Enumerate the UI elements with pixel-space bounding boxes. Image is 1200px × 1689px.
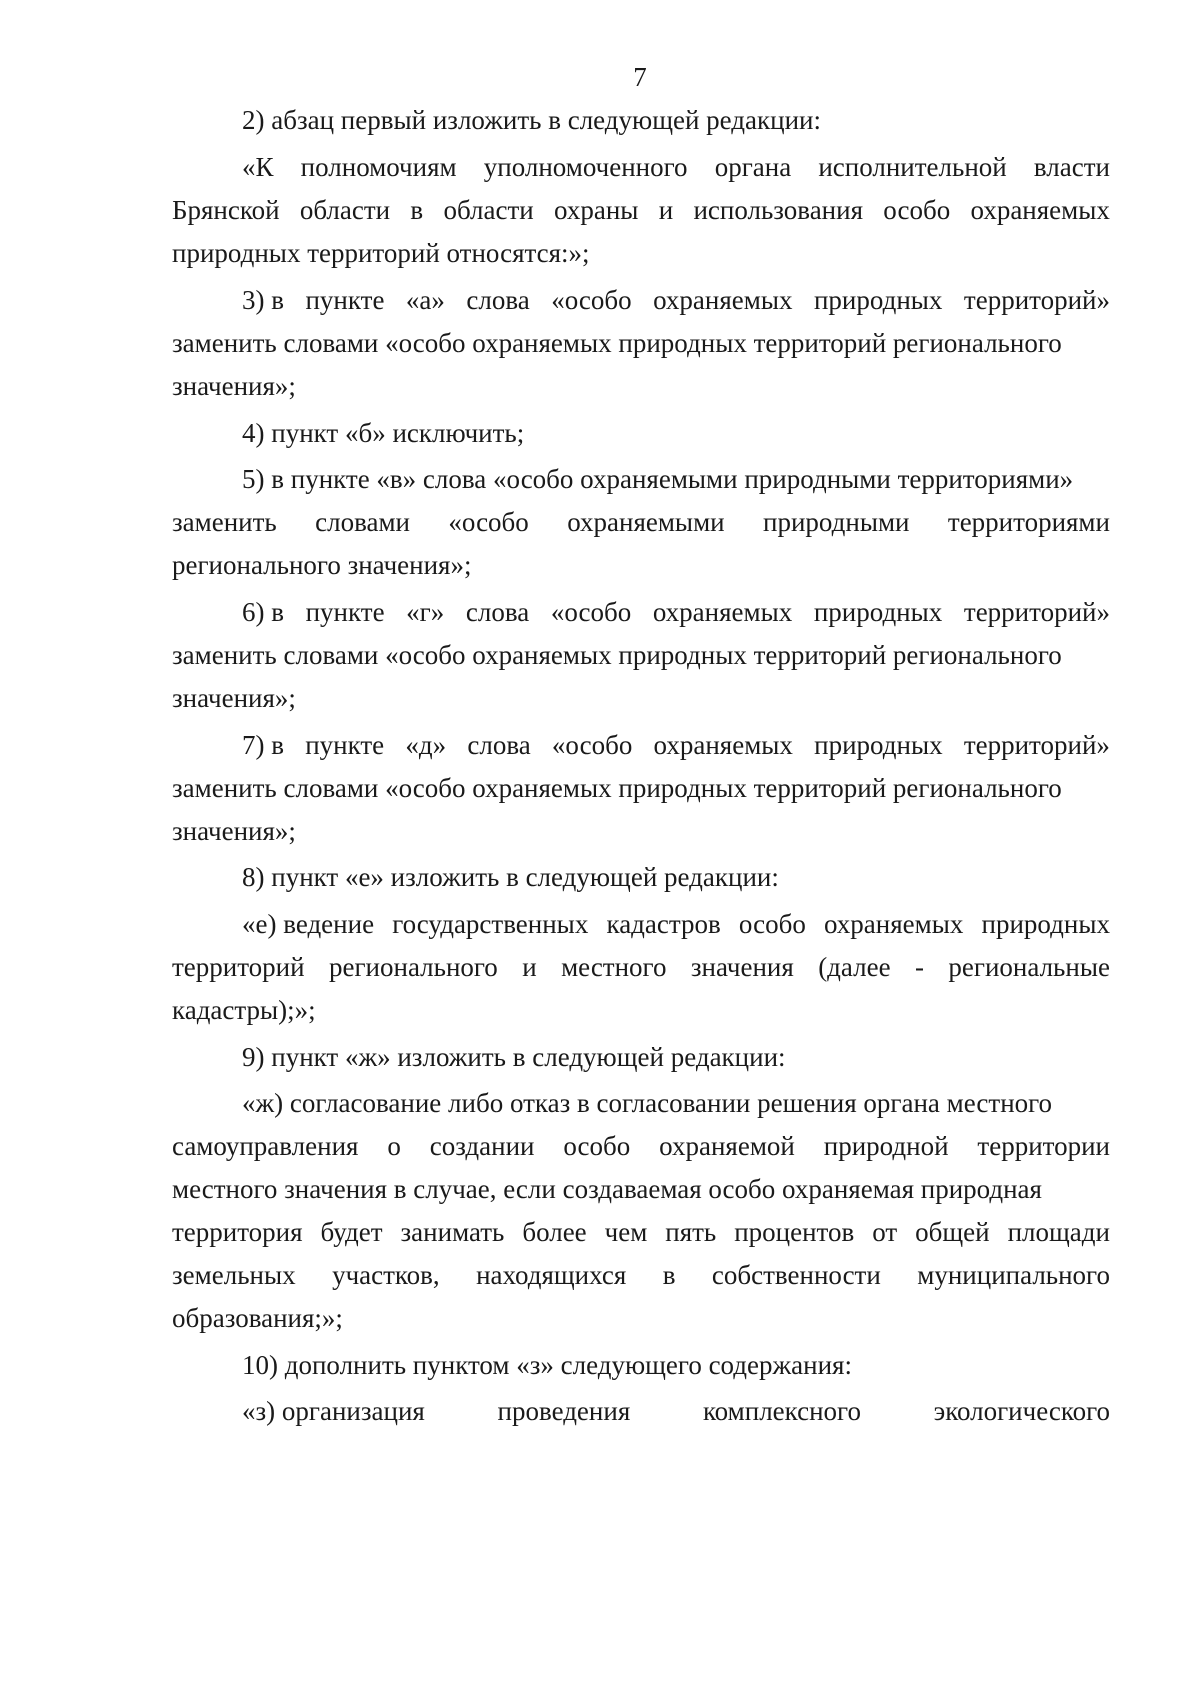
word: особо	[563, 1131, 631, 1161]
word: занимать	[400, 1217, 505, 1247]
word: кадастров	[606, 909, 721, 939]
word: 3) в	[242, 285, 284, 315]
word: территория	[172, 1217, 303, 1247]
word: области	[443, 195, 534, 225]
word: природных	[814, 730, 943, 760]
word: территорий»	[963, 730, 1110, 760]
word: в	[662, 1260, 676, 1290]
word: уполномоченного	[483, 152, 688, 182]
word: Брянской	[172, 195, 280, 225]
paragraph-line: 10) дополнить пунктом «з» следующего содержания:	[242, 1350, 852, 1380]
paragraph-line	[242, 1394, 1110, 1428]
word: самоуправления	[172, 1131, 359, 1161]
paragraph-line	[242, 728, 1110, 762]
word: полномочиям	[300, 152, 457, 182]
word: «особо	[551, 285, 632, 315]
paragraph-line: регионального значения»;	[172, 550, 472, 580]
paragraph-line	[172, 193, 1110, 227]
word: регионального	[328, 952, 498, 982]
word: экологического	[933, 1396, 1110, 1426]
word: «а»	[405, 285, 445, 315]
word: более	[522, 1217, 587, 1247]
paragraph-line	[242, 283, 1110, 317]
word: значения	[690, 952, 794, 982]
word: процентов	[734, 1217, 855, 1247]
word: местного	[561, 952, 667, 982]
word: особо	[738, 909, 806, 939]
word: слова	[467, 730, 531, 760]
paragraph-line: образования;»;	[172, 1303, 343, 1333]
word: охраняемой	[659, 1131, 795, 1161]
word: территорий	[172, 952, 305, 982]
word: создании	[429, 1131, 535, 1161]
word: чем	[604, 1217, 648, 1247]
word: территорий»	[963, 597, 1110, 627]
paragraph-line: значения»;	[172, 371, 296, 401]
paragraph-line	[172, 1129, 1110, 1163]
word: слова	[465, 597, 530, 627]
word: муниципального	[917, 1260, 1110, 1290]
word: власти	[1033, 152, 1110, 182]
word: 7) в	[242, 730, 284, 760]
word: площади	[1007, 1217, 1110, 1247]
paragraph-line: природных территорий относятся:»;	[172, 238, 590, 268]
word: пункте	[305, 285, 385, 315]
word: охраны	[554, 195, 639, 225]
word: использования	[693, 195, 863, 225]
paragraph-line: 8) пункт «е» изложить в следующей редакции:	[242, 862, 779, 892]
page-number: 7	[633, 62, 647, 92]
paragraph-line: 5) в пункте «в» слова «особо охраняемыми природными территориями»	[242, 464, 1074, 494]
paragraph-line: кадастры);»;	[172, 995, 316, 1025]
word: заменить	[172, 507, 277, 537]
paragraph-line	[172, 1215, 1110, 1249]
word: слова	[466, 285, 530, 315]
word: региональные	[948, 952, 1110, 982]
word: территориями	[947, 507, 1110, 537]
word: органа	[714, 152, 792, 182]
word: охраняемых	[970, 195, 1110, 225]
word: «особо	[448, 507, 529, 537]
word: и	[522, 952, 537, 982]
word: территорий»	[963, 285, 1110, 315]
word: словами	[315, 507, 410, 537]
word: пять	[665, 1217, 717, 1247]
word: «г»	[406, 597, 445, 627]
word: «д»	[405, 730, 447, 760]
word: общей	[915, 1217, 990, 1247]
word: и	[658, 195, 674, 225]
paragraph-line: значения»;	[172, 816, 296, 846]
word: (далее	[818, 952, 891, 982]
word: охраняемых	[653, 730, 793, 760]
word: охраняемых	[652, 597, 793, 627]
word: «з) организация	[242, 1396, 425, 1426]
word: особо	[883, 195, 951, 225]
word: от	[872, 1217, 898, 1247]
word: пункте	[305, 730, 385, 760]
paragraph-line	[242, 907, 1110, 941]
word: комплексного	[702, 1396, 861, 1426]
paragraph-line: заменить словами «особо охраняемых природных территорий регионального	[172, 773, 1062, 803]
word: 6) в	[242, 597, 284, 627]
paragraph-line	[172, 1258, 1110, 1292]
paragraph-line	[242, 595, 1110, 629]
word: природными	[763, 507, 910, 537]
word: «е) ведение	[242, 909, 375, 939]
word: земельных	[172, 1260, 296, 1290]
paragraph-line	[172, 505, 1110, 539]
word: охраняемыми	[567, 507, 725, 537]
paragraph-line: местного значения в случае, если создаваемая особо охраняемая природная	[172, 1174, 1042, 1204]
word: находящихся	[476, 1260, 627, 1290]
word: о	[387, 1131, 401, 1161]
word: территории	[977, 1131, 1110, 1161]
paragraph-line: значения»;	[172, 683, 296, 713]
word: природной	[823, 1131, 949, 1161]
word: исполнительной	[818, 152, 1007, 182]
word: «особо	[550, 597, 632, 627]
paragraph-line: 2) абзац первый изложить в следующей редакции:	[242, 105, 821, 135]
word: -	[915, 952, 924, 982]
word: проведения	[497, 1396, 631, 1426]
paragraph-line: 4) пункт «б» исключить;	[242, 418, 525, 448]
paragraph-line	[242, 150, 1110, 184]
word: области	[299, 195, 391, 225]
paragraph-line: заменить словами «особо охраняемых природных территорий регионального	[172, 328, 1062, 358]
word: государственных	[392, 909, 589, 939]
word: пункте	[305, 597, 385, 627]
word: природных	[981, 909, 1110, 939]
word: природных	[813, 597, 943, 627]
word: будет	[320, 1217, 383, 1247]
word: в	[410, 195, 424, 225]
word: «К	[242, 152, 274, 182]
word: природных	[813, 285, 943, 315]
word: собственности	[711, 1260, 881, 1290]
paragraph-line: 9) пункт «ж» изложить в следующей редакции:	[242, 1042, 786, 1072]
word: охраняемых	[823, 909, 964, 939]
paragraph-line	[172, 950, 1110, 984]
paragraph-line: заменить словами «особо охраняемых природных территорий регионального	[172, 640, 1062, 670]
word: охраняемых	[653, 285, 793, 315]
paragraph-line: «ж) согласование либо отказ в согласовании решения органа местного	[242, 1088, 1053, 1118]
word: участков,	[332, 1260, 440, 1290]
word: «особо	[551, 730, 633, 760]
